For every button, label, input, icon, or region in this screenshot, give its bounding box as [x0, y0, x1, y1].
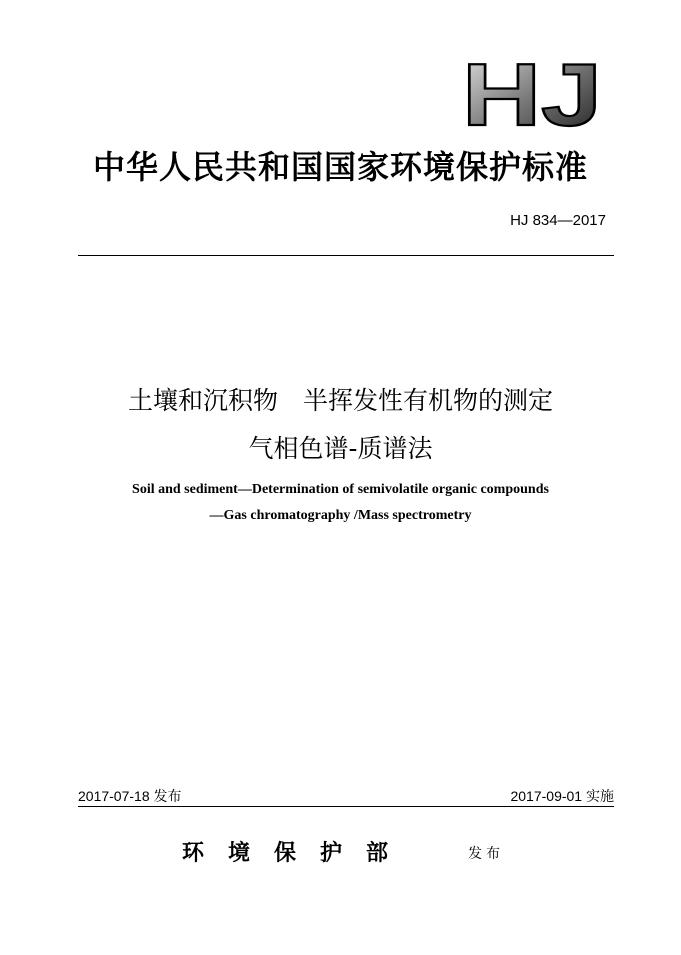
implement-date: 2017-09-01 实施	[510, 788, 614, 804]
bottom-divider	[78, 806, 614, 807]
en-title-line1: Soil and sediment—Determination of semivolatile organic compounds	[132, 482, 549, 497]
issue-date: 2017-07-18 发布	[78, 788, 182, 804]
hj-logo	[462, 58, 602, 128]
cn-title-line2: 气相色谱-质谱法	[248, 434, 433, 463]
top-divider	[78, 255, 614, 256]
en-title-line2: —Gas chromatography /Mass spectrometry	[209, 508, 472, 523]
logo-text: HJ	[462, 58, 602, 128]
standard-number: HJ 834—2017	[510, 212, 606, 229]
cn-title-line1: 土壤和沉积物 半挥发性有机物的测定	[127, 386, 553, 415]
publish-label: 发布	[468, 846, 504, 862]
org-title: 中华人民共和国国家环境保护标准	[92, 148, 588, 186]
publisher-name: 环境保护部	[182, 840, 413, 866]
